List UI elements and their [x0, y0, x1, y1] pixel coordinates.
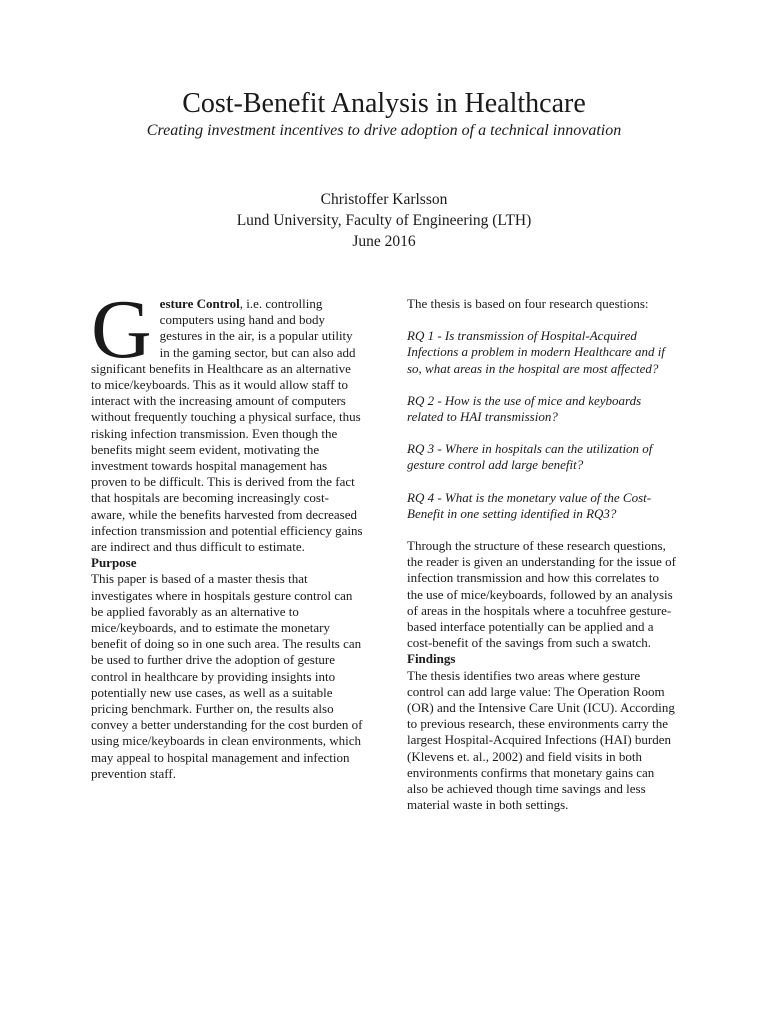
author-block	[0, 189, 768, 252]
research-question-1: RQ 1 - Is transmission of Hospital-Acquired Infections a problem in modern Healthcare and if so, what areas in the hospital are most affected?	[407, 328, 665, 376]
right-column	[407, 296, 677, 813]
paper-subtitle: Creating investment incentives to drive adoption of a technical innovation	[146, 122, 622, 139]
purpose-paragraph: This paper is based of a master thesis that investigates where in hospitals gesture control can be applied favorably as an alternative to mice/keyboards, and to estimate the monetary benefit of doing so in one such area. The results can be used to further drive the adoption of gesture control in healthcare by providing insights into potentially new use cases, as well as a suitable pricing benchmark. Further on, the results also convey a better understanding for the cost burden of using mice/keyboards in clean environments, which may appeal to hospital management and infection prevention staff.	[91, 571, 363, 781]
intro-text: , i.e. controlling computers using hand and body gestures in the air, is a popular utility in the gaming sector, but can also add significant benefits in Healthcare as an alternative to mice/keyboards. This as it would allow staff to interact with the increasing amount of computers without frequently touching a physical surface, thus risking infection transmission. Even though the benefits might seem evident, motivating the investment towards hospital management has proven to be difficult. This is derived from the fact that hospitals are becoming increasingly cost-aware, while the benefits harvested from decreased infection transmission and potential efficiency gains are indirect and thus difficult to estimate.	[91, 296, 363, 555]
author-affiliation: Lund University, Faculty of Engineering (LTH)	[236, 212, 532, 229]
drop-cap: G	[91, 283, 152, 376]
findings-heading: Findings	[407, 651, 456, 667]
research-question-3: RQ 3 - Where in hospitals can the utilization of gesture control add large benefit?	[407, 441, 653, 473]
research-questions-intro: The thesis is based on four research questions:	[407, 296, 649, 311]
left-column	[91, 283, 363, 782]
lead-term: esture Control	[159, 296, 240, 311]
intro-paragraph	[91, 283, 363, 555]
author-name: Christoffer Karlsson	[320, 191, 448, 208]
structure-paragraph: Through the structure of these research questions, the reader is given an understanding for the issue of infection transmission and how this correlates to the use of mice/keyboards, followed by an analysis of areas in the hospitals where a tocuhfree gesture-based interface potentially can be applied and a cost-benefit of the savings from such a swatch.	[407, 538, 676, 651]
findings-paragraph: The thesis identifies two areas where gesture control can add large value: The Operation Room (OR) and the Intensive Care Unit (ICU). According to previous research, these environments carry the largest Hospital-Acquired Infections (HAI) burden (Klevens et. al., 2002) and field visits in both environments confirms that monetary gains can also be achieved though time savings and less material waste in both settings.	[407, 667, 675, 813]
publication-date: June 2016	[352, 233, 416, 250]
research-question-2: RQ 2 - How is the use of mice and keyboards related to HAI transmission?	[407, 392, 642, 425]
purpose-heading: Purpose	[91, 555, 137, 571]
research-question-4: RQ 4 - What is the monetary value of the Cost-Benefit in one setting identified in RQ3?	[407, 489, 652, 521]
paper-title: Cost-Benefit Analysis in Healthcare	[182, 88, 586, 119]
